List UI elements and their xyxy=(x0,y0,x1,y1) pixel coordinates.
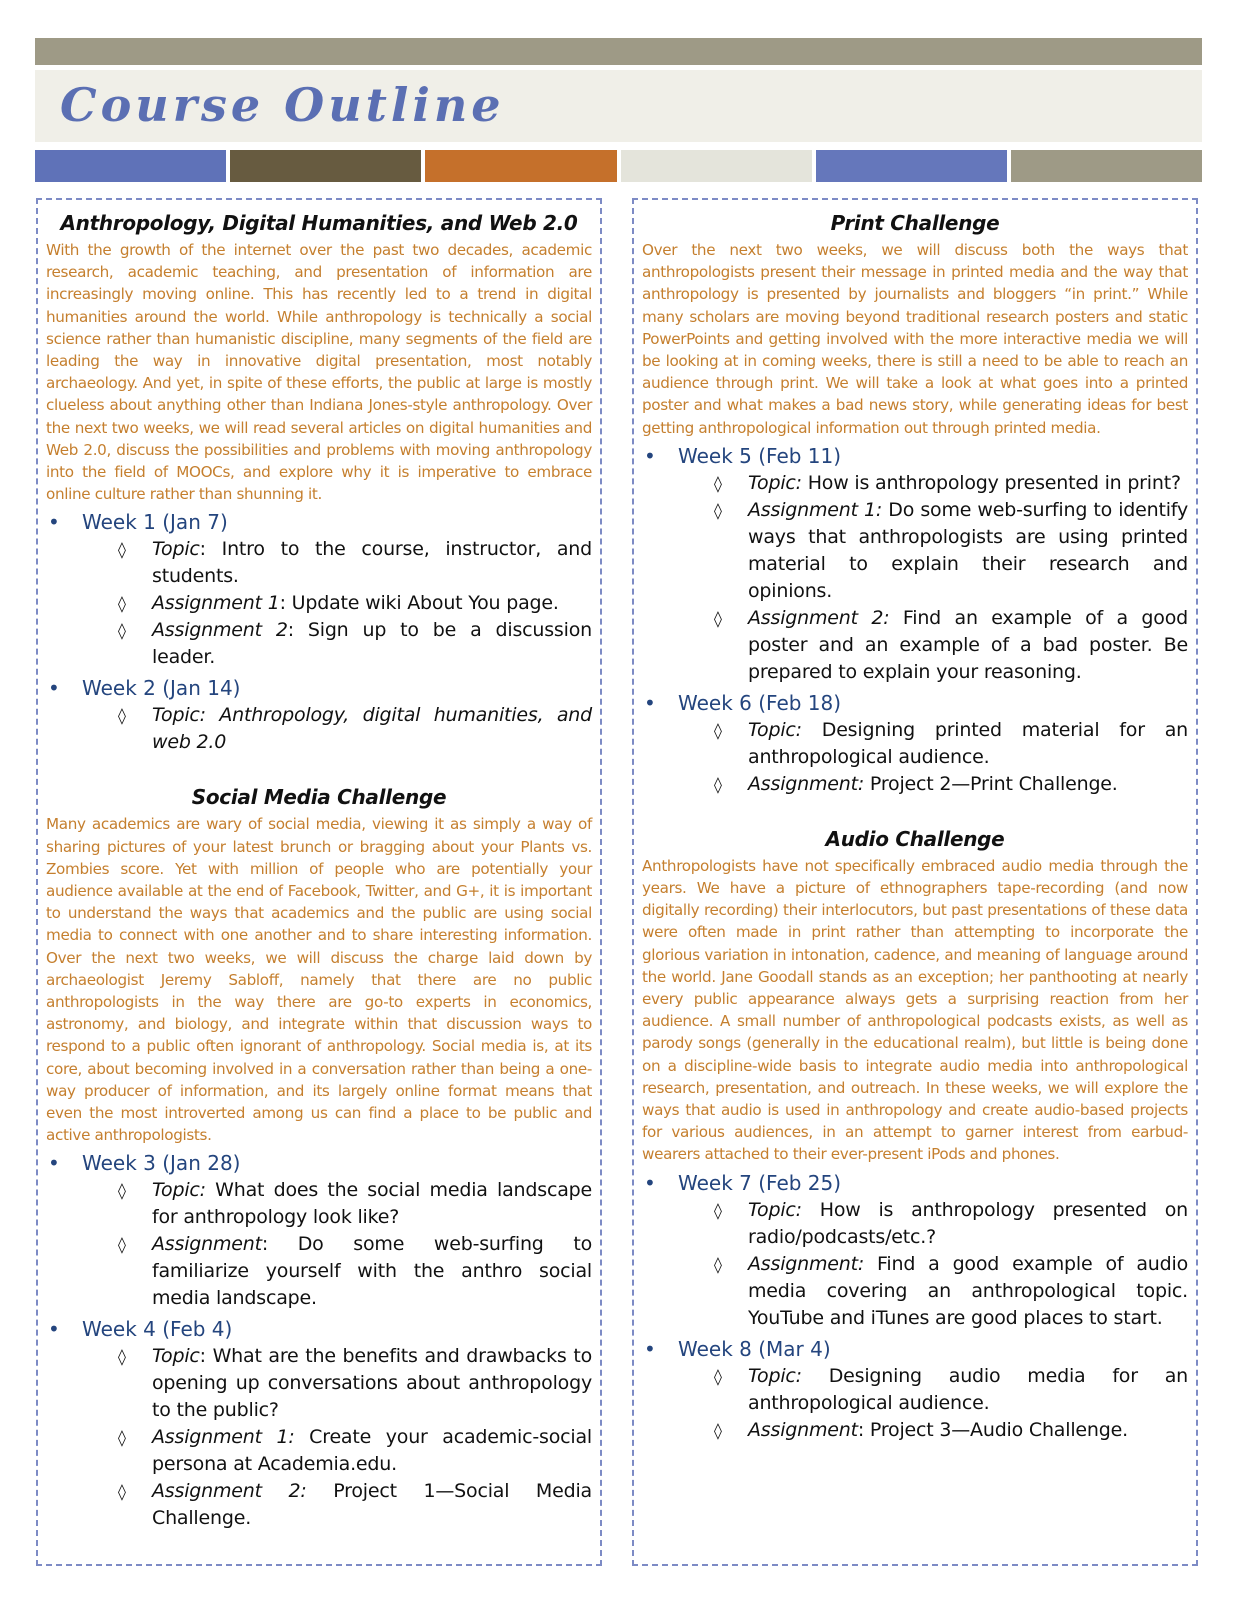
diamond-icon: ◊ xyxy=(118,1347,126,1367)
list-item: ◊ Assignment 1: Create your academic-social persona at Academia.edu. xyxy=(118,1426,593,1476)
diamond-icon: ◊ xyxy=(118,1235,126,1255)
stripe-1 xyxy=(35,150,226,182)
color-stripe-bar xyxy=(35,150,1202,182)
week-items xyxy=(46,702,592,756)
diamond-icon: ◊ xyxy=(714,720,722,740)
bullet-icon: • xyxy=(644,443,656,468)
bullet-icon: • xyxy=(644,1170,656,1195)
bullet-icon: • xyxy=(48,510,60,535)
stripe-3 xyxy=(425,150,616,182)
diamond-icon: ◊ xyxy=(714,1200,722,1220)
week-items xyxy=(642,470,1188,686)
section-heading-social-media: Social Media Challenge xyxy=(191,785,447,810)
diamond-icon: ◊ xyxy=(714,774,722,794)
diamond-icon: ◊ xyxy=(714,473,722,493)
section-heading-digital-humanities: Anthropology, Digital Humanities, and Web 2.0 xyxy=(60,211,578,235)
diamond-icon: ◊ xyxy=(118,1428,126,1448)
section-description: Over the next two weeks, we will discuss both the ways that anthropologists present their message in printed media and the way that anthropology is presented by journalists and bloggers “in print.” While many scholars are moving beyond traditional research posters and static PowerPoints and getting involved with the more interactive media we will be looking at in coming weeks, there is still a need to be able to reach an audience through print. We will take a look at what goes into a printed poster and what makes a bad news story, while generating ideas for best getting anthropological information out through printed media. xyxy=(642,241,1188,437)
list-item: ◊ Topic: Anthropology, digital humanities, and web 2.0 xyxy=(118,704,592,754)
week-heading xyxy=(46,1150,592,1177)
week-heading xyxy=(46,1316,592,1343)
diamond-icon: ◊ xyxy=(118,540,126,560)
week-label: Week 6 (Feb 18) xyxy=(678,690,842,715)
list-item: ◊ Topic: Designing printed material for an anthropological audience. xyxy=(714,718,1188,768)
diamond-icon: ◊ xyxy=(118,1482,126,1502)
week-items xyxy=(642,717,1188,798)
stripe-5 xyxy=(816,150,1007,182)
week-items xyxy=(46,1343,592,1532)
bullet-icon: • xyxy=(48,1317,60,1342)
diamond-icon: ◊ xyxy=(118,594,126,614)
diamond-icon: ◊ xyxy=(714,608,722,628)
week-label: Week 3 (Jan 28) xyxy=(82,1151,241,1176)
week-label: Week 2 (Jan 14) xyxy=(82,676,241,701)
list-item: ◊ Assignment 2: Project 1—Social Media Challenge. xyxy=(118,1480,592,1530)
week-heading xyxy=(46,675,592,702)
week-heading xyxy=(642,690,1188,717)
section-description: Anthropologists have not specifically embraced audio media through the years. We have a picture of ethnographers tape-recording (and now digitally recording) their interlocutors, but past presentations of these data were often made in print rather than attempting to incorporate the glorious variation in intonation, cadence, and meaning of language around the world. Jane Goodall stands as an exception; her panthooting at nearly every public appearance always gets a surprising reaction from her audience. A small number of anthropological podcasts exists, as well as parody songs (generally in the educational realm), but little is being done on a discipline-wide basis to integrate audio media into anthropological research, presentation, and outreach. In these weeks, we will explore the ways that audio is used in anthropology and create audio-based projects for various audiences, in an attempt to garner interest from earbud-wearers attached to their ever-present iPods and phones. xyxy=(642,856,1188,1164)
week-heading xyxy=(46,509,592,536)
list-item: ◊ Assignment 1: Update wiki About You page. xyxy=(152,590,592,617)
week-items xyxy=(46,536,592,671)
diamond-icon: ◊ xyxy=(714,1254,722,1274)
diamond-icon: ◊ xyxy=(118,621,126,641)
diamond-icon: ◊ xyxy=(714,1366,722,1386)
bullet-icon: • xyxy=(644,1336,656,1361)
diamond-icon: ◊ xyxy=(714,1420,722,1440)
section-description: Many academics are wary of social media, viewing it as simply a way of sharing pictures of your latest brunch or bragging about your Plants vs. Zombies score. Yet with million of people who are potentially your audience available at the end of Facebook, Twitter, and G+, it is important to understand the ways that academics and the public are using social media to connect with one another and to share interesting information. Over the next two weeks, we will discuss the charge laid down by archaeologist Jeremy Sabloff, namely that there are no public anthropologists in the way there are go-to experts in economics, astronomy, and biology, and integrate within that discussion ways to respond to a public often ignorant of anthropology. Social media is, at its core, about becoming involved in a conversation rather than being a one-way producer of information, and its largely online format means that even the most introverted among us can find a place to be public and active anthropologists. xyxy=(46,815,592,1145)
list-item: ◊ Assignment: Project 3—Audio Challenge. xyxy=(748,1417,1188,1444)
list-item: ◊ Topic: Designing audio media for an anthropological audience. xyxy=(714,1364,1188,1414)
week-heading xyxy=(642,1170,1188,1197)
header-top-bar xyxy=(35,38,1202,65)
bullet-icon: • xyxy=(644,690,656,715)
list-item: ◊ Topic: What does the social media landscape for anthropology look like? xyxy=(118,1179,592,1229)
diamond-icon: ◊ xyxy=(118,706,126,726)
left-column xyxy=(36,198,602,1566)
week-label: Week 5 (Feb 11) xyxy=(678,443,842,468)
list-item: ◊ Assignment: Do some web-surfing to familiarize yourself with the anthro social media landscape. xyxy=(118,1233,592,1310)
week-heading xyxy=(642,1336,1188,1363)
week-items xyxy=(46,1177,592,1312)
section-heading-print: Print Challenge xyxy=(830,211,1000,235)
list-item: ◊ Assignment: Project 2—Print Challenge. xyxy=(748,771,1188,798)
list-item: ◊ Topic: Intro to the course, instructor, and students. xyxy=(118,538,592,588)
bullet-icon: • xyxy=(48,676,60,701)
right-column xyxy=(632,198,1198,1566)
week-label: Week 4 (Feb 4) xyxy=(82,1317,233,1342)
list-item: ◊ Topic: How is anthropology presented on radio/podcasts/etc.? xyxy=(714,1198,1188,1248)
page-title: Course Outline xyxy=(60,78,505,132)
list-item: ◊ Assignment 2: Sign up to be a discussion leader. xyxy=(118,619,592,669)
list-item: ◊ Topic: How is anthropology presented in print? xyxy=(748,470,1188,497)
diamond-icon: ◊ xyxy=(118,1181,126,1201)
week-label: Week 1 (Jan 7) xyxy=(82,510,228,535)
diamond-icon: ◊ xyxy=(714,500,722,520)
list-item: ◊ Assignment 1: Do some web-surfing to identify ways that anthropologists are using printed material to explain their research and opinions. xyxy=(714,498,1189,602)
stripe-6 xyxy=(1011,150,1202,182)
list-item: ◊ Topic: What are the benefits and drawbacks to opening up conversations about anthropology to the public? xyxy=(118,1345,592,1422)
week-items xyxy=(642,1363,1188,1444)
list-item: ◊ Assignment: Find a good example of audio media covering an anthropological topic. YouTube and iTunes are good places to start. xyxy=(714,1252,1188,1329)
stripe-4 xyxy=(621,150,812,182)
week-label: Week 7 (Feb 25) xyxy=(678,1170,842,1195)
week-label: Week 8 (Mar 4) xyxy=(678,1336,831,1361)
stripe-2 xyxy=(230,150,421,182)
section-description: With the growth of the internet over the past two decades, academic research, academic teaching, and presentation of information are increasingly moving online. This has recently led to a trend in digital humanities around the world. While anthropology is technically a social science rather than humanistic discipline, many segments of the field are leading the way in innovative digital presentation, most notably archaeology. And yet, in spite of these efforts, the public at large is mostly clueless about anything other than Indiana Jones-style anthropology. Over the next two weeks, we will read several articles on digital humanities and Web 2.0, discuss the possibilities and problems with moving anthropology into the field of MOOCs, and explore why it is imperative to embrace online culture rather than shunning it. xyxy=(46,241,592,504)
section-heading-audio: Audio Challenge xyxy=(825,826,1005,851)
week-items xyxy=(642,1197,1188,1332)
week-heading xyxy=(642,443,1188,470)
list-item: ◊ Assignment 2: Find an example of a good poster and an example of a bad poster. Be prepared to explain your reasoning. xyxy=(714,606,1188,683)
bullet-icon: • xyxy=(48,1151,60,1176)
